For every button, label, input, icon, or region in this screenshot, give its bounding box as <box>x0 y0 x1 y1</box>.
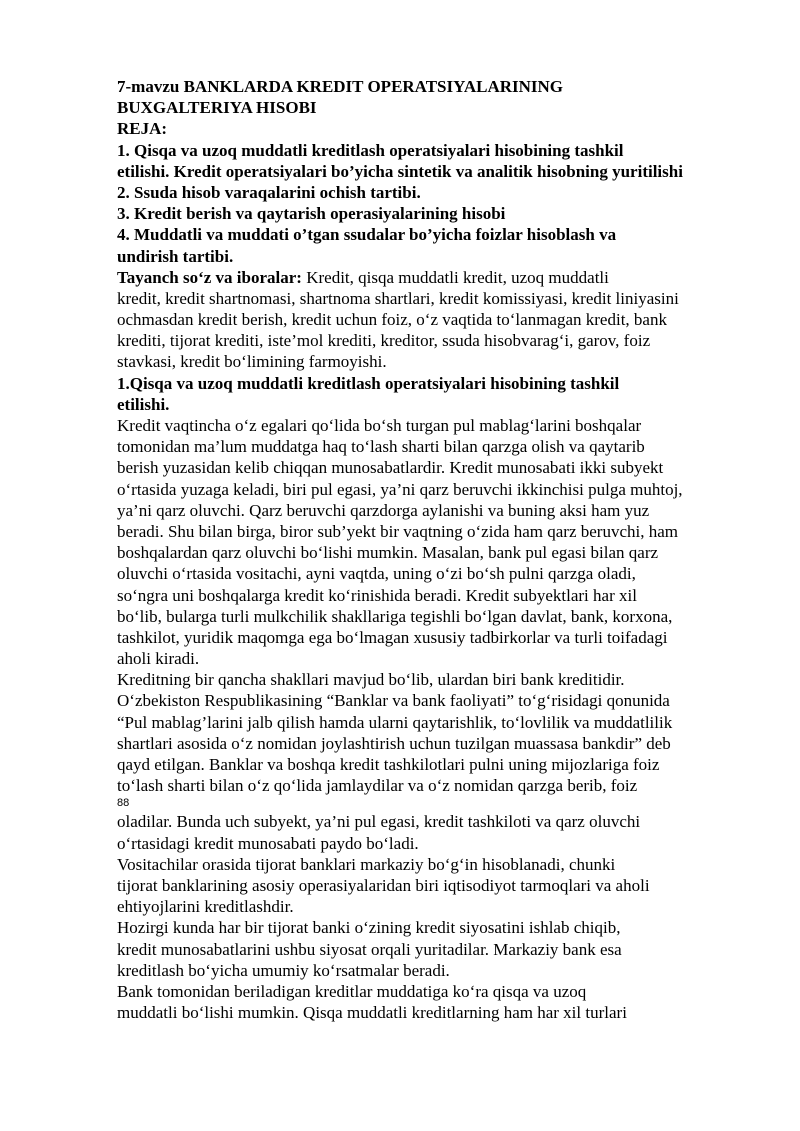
keywords-line: ochmasdan kredit berish, kredit uchun foiz, o‘z vaqtida to‘lanmagan kredit, bank <box>117 310 667 330</box>
keywords-block <box>117 267 757 373</box>
paragraph-2-continued <box>117 811 757 853</box>
keywords-text: Kredit, qisqa muddatli kredit, uzoq muddatli <box>301 267 609 287</box>
plan-line: etilishi. Kredit operatsiyalari bo’yicha sintetik va analitik hisobning yuritilishi <box>117 161 683 181</box>
paragraph-2 <box>117 669 757 796</box>
paragraph-line: kredit munosabatlarini ushbu siyosat orqali yuritadilar. Markaziy bank esa <box>117 939 622 959</box>
paragraph-line: Hozirgi kunda har bir tijorat banki o‘zining kredit siyosatini ishlab chiqib, <box>117 918 621 938</box>
paragraph-line: tijorat banklarining asosiy operasiyalaridan biri iqtisodiyot tarmoqlari va aholi <box>117 875 650 895</box>
paragraph-line: “Pul mablag’larini jalb qilish hamda ularni qaytarishlik, to‘lovlilik va muddatlilik <box>117 712 673 732</box>
plan-list <box>117 140 757 267</box>
paragraph-line: beradi. Shu bilan birga, biror sub’yekt bir vaqtning o‘zida ham qarz beruvchi, ham <box>117 521 678 541</box>
keywords-line: stavkasi, kredit bo‘limining farmoyishi. <box>117 352 387 372</box>
paragraph-line: tomonidan ma’lum muddatga haq to‘lash sharti bilan qarzga olish va qaytarib <box>117 437 645 457</box>
paragraph-line: Kredit vaqtincha o‘z egalari qo‘lida bo‘sh turgan pul mablag‘larini boshqalar <box>117 416 642 435</box>
paragraph-line: to‘lash sharti bilan o‘z qo‘lida jamlaydilar va o‘z nomidan qarzga berib, foiz <box>117 776 638 796</box>
paragraph-line: qayd etilgan. Banklar va boshqa kredit tashkilotlari pulni uning mijozlariga foiz <box>117 755 660 774</box>
paragraph-line: Kreditning bir qancha shakllari mavjud bo‘lib, ulardan biri bank kreditidir. <box>117 670 625 690</box>
keywords-label: Tayanch so‘z va iboralar: <box>117 267 302 287</box>
paragraph-line: tashkilot, yuridik maqomga ega bo‘lmagan xususiy tadbirkorlar va turli toifadagi <box>117 627 668 647</box>
plan-line: 4. Muddatli va muddati o’tgan ssudalar bo’yicha foizlar hisoblash va <box>117 225 617 245</box>
plan-line: 3. Kredit berish va qaytarish operasiyalarining hisobi <box>117 204 506 224</box>
paragraph-line: boshqalardan qarz oluvchi bo‘lishi mumkin. Masalan, bank pul egasi bilan qarz <box>117 543 659 563</box>
paragraph-line: aholi kiradi. <box>117 649 200 669</box>
keywords-first-line <box>117 267 757 288</box>
paragraph-5 <box>117 981 757 1023</box>
section-heading <box>117 373 757 415</box>
plan-line: undirish tartibi. <box>117 246 234 266</box>
plan-line: 2. Ssuda hisob varaqalarini ochish tartibi. <box>117 182 421 202</box>
paragraph-line: berish yuzasidan kelib chiqqan munosabatlardir. Kredit munosabati ikki subyekt <box>117 458 664 478</box>
section-heading-line: etilishi. <box>117 394 170 414</box>
title-line: BUXGALTERIYA HISOBI <box>117 98 317 118</box>
paragraph-line: o‘rtasida yuzaga keladi, biri pul egasi, ya’ni qarz beruvchi ikkinchisi pulga muhtoj, <box>117 479 683 499</box>
document-page <box>117 76 757 1023</box>
paragraph-line: ehtiyojlarini kreditlashdir. <box>117 897 294 917</box>
paragraph-line: Bank tomonidan beriladigan kreditlar muddatiga ko‘ra qisqa va uzoq <box>117 981 587 1001</box>
paragraph-line: kreditlash bo‘yicha umumiy ko‘rsatmalar beradi. <box>117 960 450 980</box>
paragraph-line: O‘zbekiston Respublikasining “Banklar va bank faoliyati” to‘g‘risidagi qonunida <box>117 691 670 711</box>
paragraph-line: o‘rtasidagi kredit munosabati paydo bo‘ladi. <box>117 833 419 853</box>
title-line: 7-mavzu BANKLARDA KREDIT OPERATSIYALARINING <box>117 77 564 96</box>
plan-line: 1. Qisqa va uzoq muddatli kreditlash operatsiyalari hisobining tashkil <box>117 140 624 160</box>
paragraph-line: muddatli bo‘lishi mumkin. Qisqa muddatli kreditlarning ham har xil turlari <box>117 1003 627 1023</box>
plan-label: REJA: <box>117 119 168 139</box>
paragraph-line: oluvchi o‘rtasida vositachi, ayni vaqtda, uning o‘zi bo‘sh pulni qarzga oladi, <box>117 564 636 584</box>
paragraph-4 <box>117 917 757 981</box>
document-title <box>117 76 757 118</box>
keywords-line: kredit, kredit shartnomasi, shartnoma shartlari, kredit komissiyasi, kredit liniyasini <box>117 288 679 308</box>
page-number: 88 <box>117 797 130 810</box>
paragraph-line: ya’ni qarz oluvchi. Qarz beruvchi qarzdorga aylanishi va buning aksi ham yuz <box>117 500 650 520</box>
paragraph-1 <box>117 415 757 669</box>
paragraph-line: oladilar. Bunda uch subyekt, ya’ni pul egasi, kredit tashkiloti va qarz oluvchi <box>117 812 641 832</box>
paragraph-line: bo‘lib, bularga turli mulkchilik shakllariga tegishli bo‘lgan davlat, bank, korxona, <box>117 606 673 626</box>
paragraph-line: so‘ngra uni boshqalarga kredit ko‘rinishida beradi. Kredit subyektlari har xil <box>117 585 637 605</box>
keywords-line: krediti, tijorat krediti, iste’mol krediti, kreditor, ssuda hisobvarag‘i, garov, foiz <box>117 331 651 351</box>
paragraph-3 <box>117 854 757 918</box>
paragraph-line: shartlari asosida o‘z nomidan joylashtirish uchun tuzilgan muassasa bankdir” deb <box>117 733 671 753</box>
paragraph-line: Vositachilar orasida tijorat banklari markaziy bo‘g‘in hisoblanadi, chunki <box>117 854 616 874</box>
section-heading-line: 1.Qisqa va uzoq muddatli kreditlash operatsiyalari hisobining tashkil <box>117 373 620 393</box>
